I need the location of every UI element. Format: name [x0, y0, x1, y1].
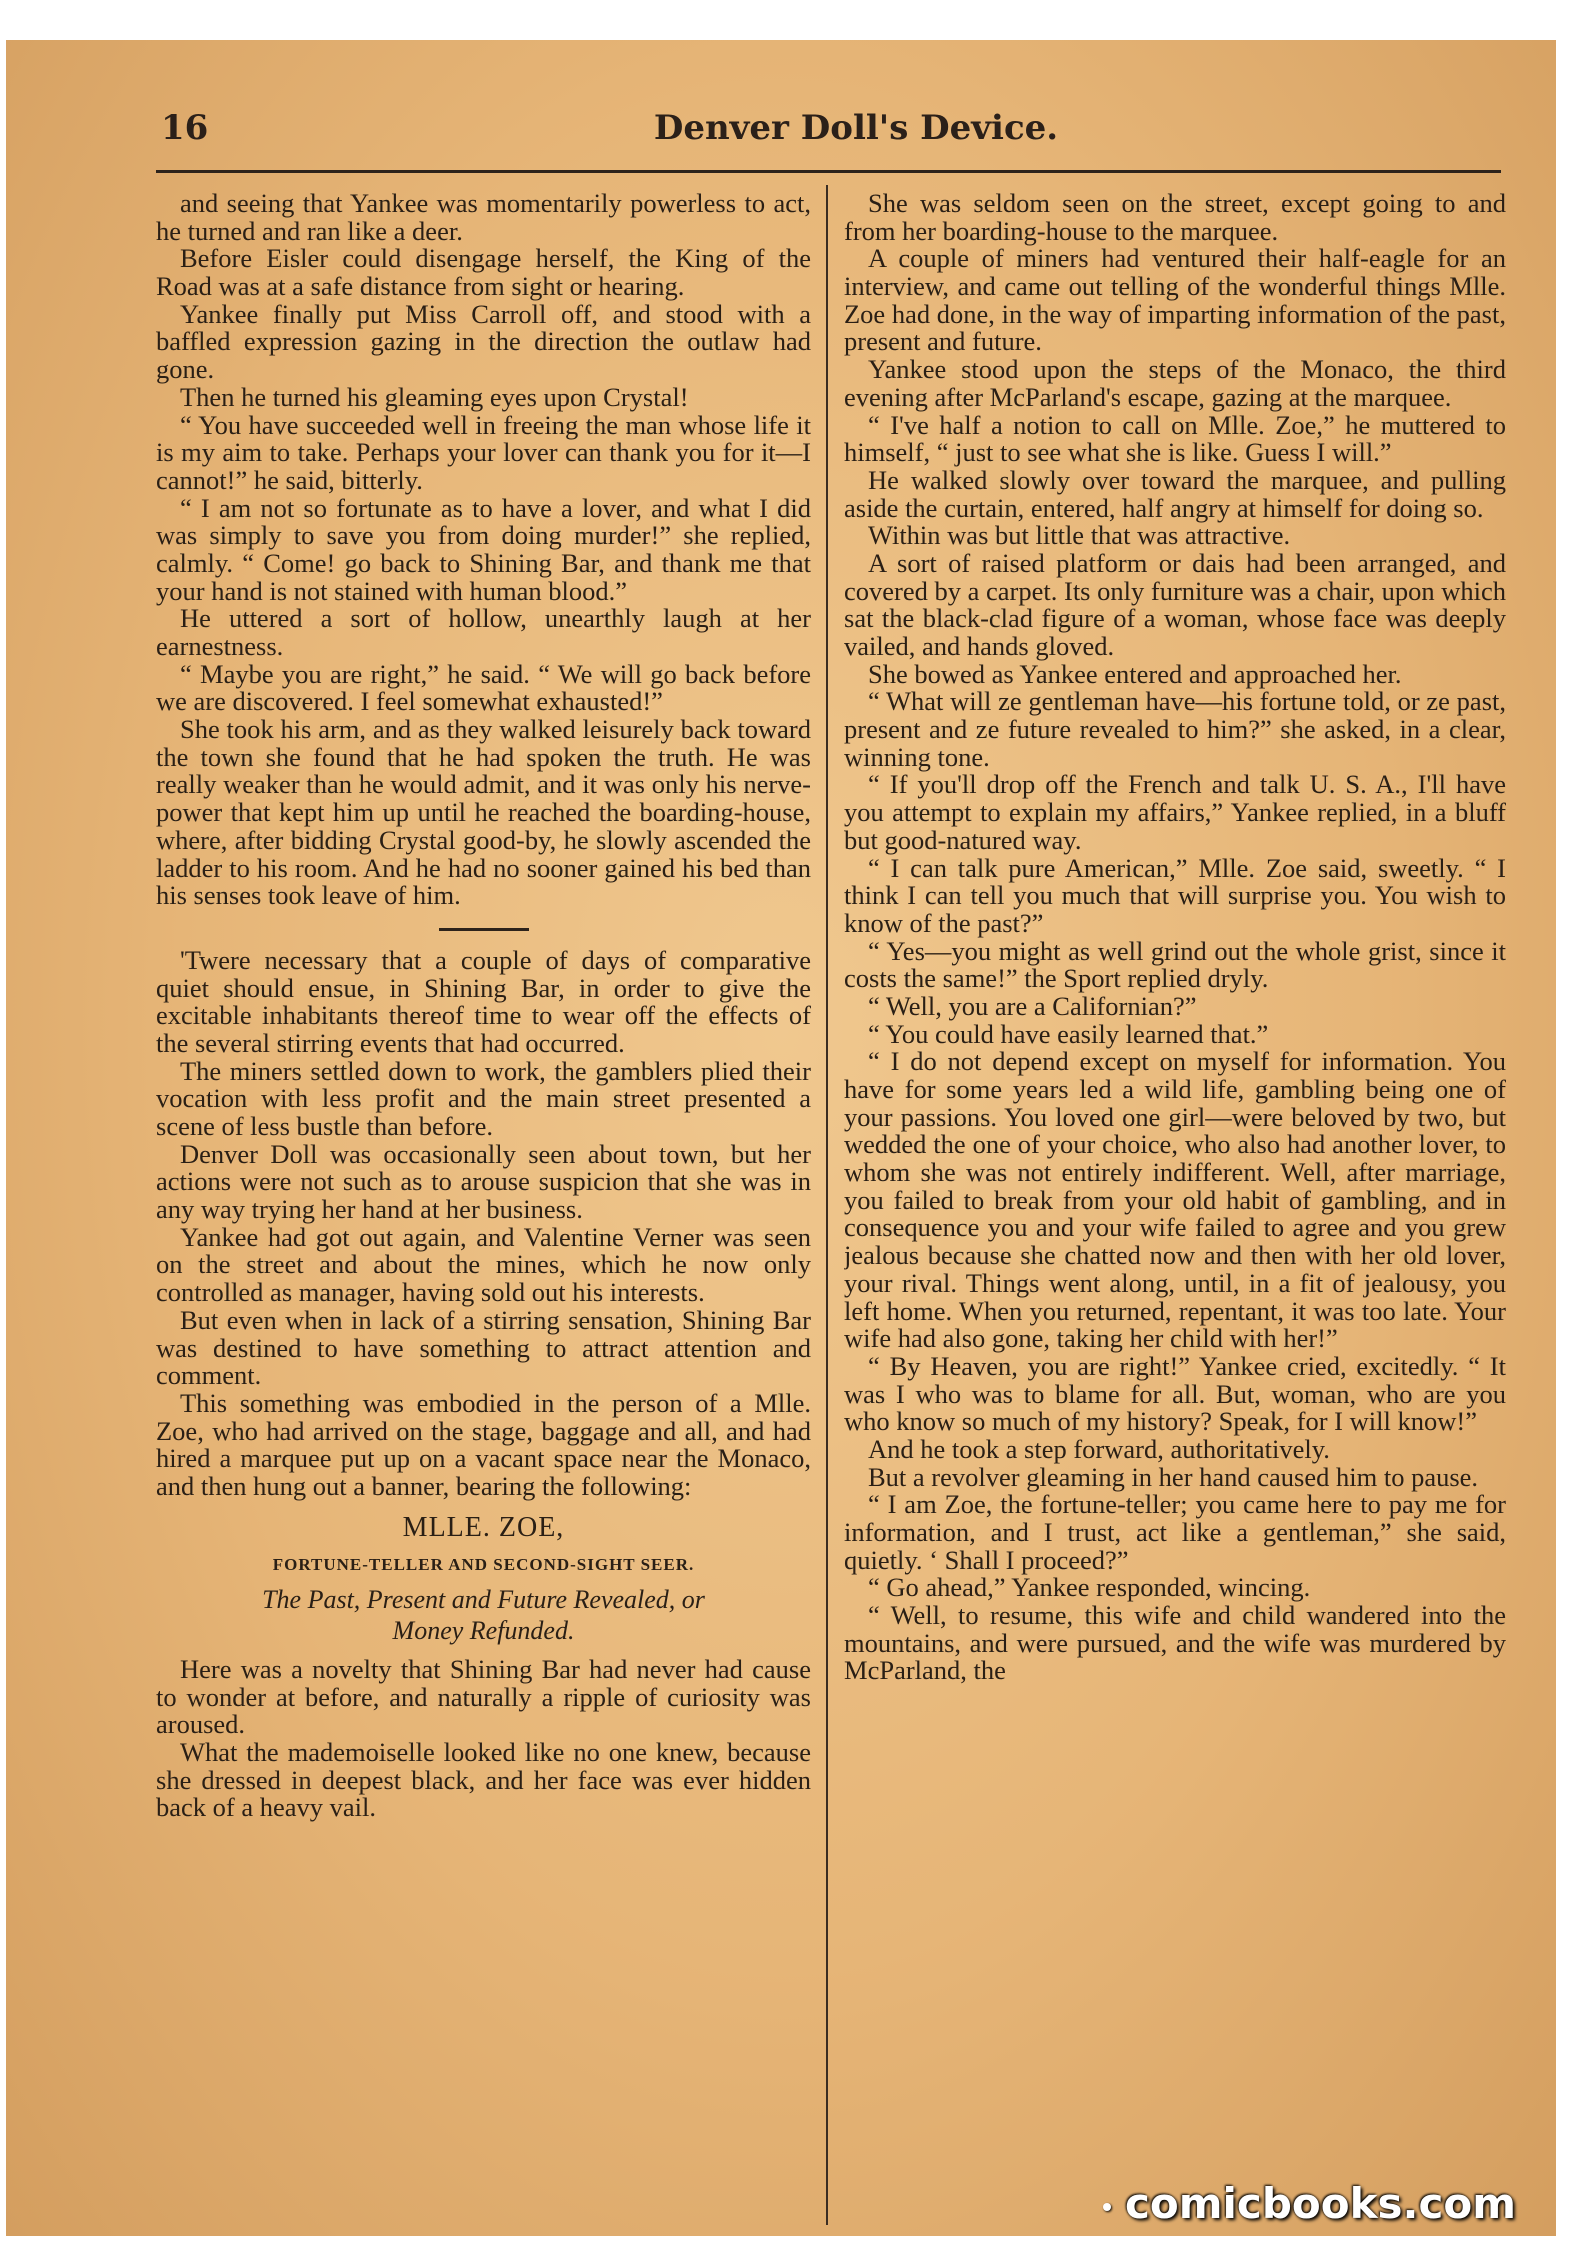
paragraph: A sort of raised platform or dais had been arranged, and covered by a carpet. Its only furniture was a chair, upon which sat the black-clad figure of a woman, whose face was deeply vailed, and hands gloved. — [844, 547, 1506, 661]
paragraph: “ Well, you are a Californian?” — [868, 990, 1197, 1021]
running-title: Denver Doll's Device. — [653, 108, 1059, 148]
left-paragraphs-a — [156, 190, 811, 910]
paragraph: He walked slowly over toward the marquee, and pulling aside the curtain, entered, half angry at himself for doing so. — [844, 464, 1506, 523]
paragraph: Yankee stood upon the steps of the Monaco, the third evening after McParland's escape, gazing at the marquee. — [844, 354, 1506, 412]
column-divider — [826, 185, 828, 2225]
paragraph: and seeing that Yankee was momentarily powerless to act, he turned and ran like a deer. — [156, 190, 811, 246]
paragraph: Within was but little that was attractive. — [868, 520, 1291, 551]
paragraph: Yankee had got out again, and Valentine Verner was seen on the street and about the mines, which he now only controlled as manager, having sold out his interests. — [156, 1221, 811, 1308]
left-paragraphs-c — [156, 1656, 811, 1822]
paragraph: Before Eisler could disengage herself, the King of the Road was at a safe distance from sight or hearing. — [156, 243, 811, 302]
notice-name: MLLE. ZOE, — [402, 1511, 565, 1543]
paragraph: “ I do not depend except on myself for information. You have for some years led a wild life, gambling being one of your passions. You loved one girl—were beloved by two, but wedded the one of your choice, who also had another lover, to whom she was not entirely indifferent. Well, after marriage, you failed to break from your old habit of gambling, and in consequence you and your wife failed to agree and you grew jealous because she chatted now and then with her old lover, your rival. Things went along, until, in a fit of jealousy, you left home. When you returned, repentant, it was too late. Your wife had also gone, taking her child with her!” — [844, 1046, 1506, 1354]
paragraph: “ What will ze gentleman have—his fortune told, or ze past, present and ze future revealed to him?” she asked, in a clear, winning tone. — [844, 686, 1506, 772]
paragraph: This something was embodied in the person of a Mlle. Zoe, who had arrived on the stage, baggage and all, and had hired a marquee put up on a vacant space near the Monaco, and then hung out a banner, bearing the following: — [156, 1387, 811, 1501]
paragraph: “ You could have easily learned that.” — [868, 1018, 1269, 1049]
right-column — [844, 190, 1506, 2236]
left-paragraphs-b — [156, 944, 811, 1501]
paragraph: Yankee finally put Miss Carroll off, and stood with a baffled expression gazing in the direction the outlaw had gone. — [156, 298, 811, 385]
paragraph: “ I can talk pure American,” Mlle. Zoe said, sweetly. “ I think I can tell you much that will surprise you. You wish to know of the past?” — [844, 852, 1506, 938]
banner-notice — [156, 1513, 811, 1646]
section-break — [439, 928, 529, 931]
paragraph: The miners settled down to work, the gamblers plied their vocation with less profit and the main street presented a scene of less bustle than before. — [156, 1055, 811, 1141]
paragraph: “ You have succeeded well in freeing the man whose life it is my aim to take. Perhaps your lover can thank you for it—I cannot!” he said, bitterly. — [156, 409, 811, 495]
paragraph: “ Go ahead,” Yankee responded, wincing. — [868, 1572, 1311, 1603]
left-column — [156, 190, 811, 2236]
paragraph: He uttered a sort of hollow, unearthly laugh at her earnestness. — [156, 603, 811, 661]
notice-subtitle: FORTUNE-TELLER AND SECOND-SIGHT SEER. — [272, 1554, 695, 1574]
paragraph: Denver Doll was occasionally seen about town, but her actions were not such as to arouse suspicion that she was in any way trying her hand at her business. — [156, 1138, 811, 1225]
paragraph: She took his arm, and as they walked leisurely back toward the town she found that he had spoken the truth. He was really weaker than he would admit, and it was only his nerve-power that kept him up until he reached the boarding-house, where, after bidding Crystal good-by, he slowly ascended the ladder to his room. And he had no sooner gained his bed than his senses took leave of him. — [156, 714, 811, 911]
paragraph: And he took a step forward, authoritatively. — [868, 1433, 1330, 1464]
right-paragraphs — [844, 190, 1506, 1685]
paragraph: Then he turned his gleaming eyes upon Crystal! — [180, 381, 689, 412]
notice-line-2: Money Refunded. — [392, 1615, 575, 1645]
notice-line-1: The Past, Present and Future Revealed, or — [262, 1584, 705, 1614]
paragraph: A couple of miners had ventured their half-eagle for an interview, and came out telling of the wonderful things Mlle. Zoe had done, in the way of imparting information of the past, present and future. — [844, 243, 1506, 357]
paragraph: “ I am Zoe, the fortune-teller; you came here to pay me for information, and I trust, act like a gentleman,” she said, quietly. ‘ Shall I proceed?” — [844, 1489, 1506, 1575]
paragraph: But a revolver gleaming in her hand caused him to pause. — [868, 1461, 1479, 1492]
paragraph: “ Maybe you are right,” he said. “ We will go back before we are discovered. I feel somewhat exhausted!” — [156, 658, 811, 717]
site-watermark — [1103, 2179, 1516, 2228]
page-number: 16 — [161, 108, 209, 148]
paragraph: What the mademoiselle looked like no one knew, because she dressed in deepest black, and her face was ever hidden back of a heavy vail. — [156, 1737, 811, 1823]
paragraph: “ By Heaven, you are right!” Yankee cried, excitedly. “ It was I who was to blame for all. But, woman, who are you who know so much of my history? Speak, for I will know!” — [844, 1350, 1506, 1437]
dot-icon — [1103, 2203, 1111, 2211]
paragraph: “ I am not so fortunate as to have a lover, and what I did was simply to save you from doing murder!” she replied, calmly. “ Come! go back to Shining Bar, and thank me that your hand is not stained with human blood.” — [156, 492, 811, 606]
paragraph: 'Twere necessary that a couple of days of comparative quiet should ensue, in Shining Bar, in order to give the excitable inhabitants thereof time to wear off the effects of the several stirring events that had occurred. — [156, 944, 811, 1058]
paragraph: “ Yes—you might as well grind out the whole grist, since it costs the same!” the Sport replied dryly. — [844, 935, 1506, 994]
book-page — [6, 40, 1556, 2236]
page-header — [161, 108, 1551, 178]
paragraph: She bowed as Yankee entered and approached her. — [868, 658, 1402, 689]
watermark-text: comicbooks.com — [1125, 2179, 1516, 2228]
paragraph: “ If you'll drop off the French and talk U. S. A., I'll have you attempt to explain my affairs,” Yankee replied, in a bluff but good-natured way. — [844, 769, 1506, 855]
paragraph: “ Well, to resume, this wife and child wandered into the mountains, and were pursued, and the wife was murdered by McParland, the — [844, 1600, 1506, 1686]
paragraph: She was seldom seen on the street, except going to and from her boarding-house to the marquee. — [844, 190, 1506, 246]
paragraph: “ I've half a notion to call on Mlle. Zoe,” he muttered to himself, “ just to see what she is like. Guess I will.” — [844, 409, 1506, 468]
paragraph: But even when in lack of a stirring sensation, Shining Bar was destined to have something to attract attention and comment. — [156, 1304, 811, 1391]
header-rule — [156, 170, 1501, 173]
paragraph: Here was a novelty that Shining Bar had never had cause to wonder at before, and naturally a ripple of curiosity was aroused. — [156, 1654, 811, 1740]
